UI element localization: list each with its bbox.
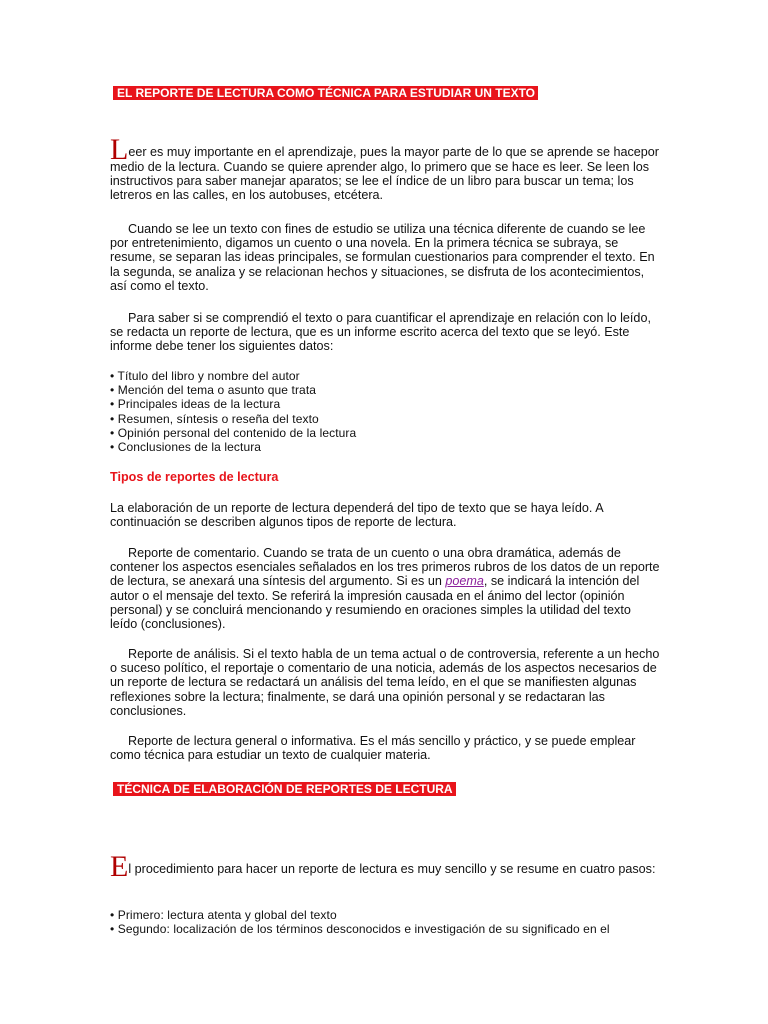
- section-heading-tecnica: TÉCNICA DE ELABORACIÓN DE REPORTES DE LECTURA: [113, 782, 456, 796]
- paragraph-estudio: [110, 222, 660, 293]
- list-item: • Segundo: localización de los términos desconocidos e investigación de su significado en el: [110, 922, 610, 937]
- list-item: • Primero: lectura atenta y global del texto: [110, 908, 337, 922]
- list-item: • Título del libro y nombre del autor: [110, 369, 300, 383]
- paragraph-elaboracion: [110, 501, 660, 529]
- paragraph-comprension-text: Para saber si se comprendió el texto o para cuantificar el aprendizaje en relación con lo leído, se redacta un reporte de lectura, que es un informe escrito acerca del texto que se leyó. Este informe debe tener los siguientes datos:: [110, 311, 651, 354]
- paragraph-analisis: [110, 647, 660, 718]
- paragraph-comentario: [110, 546, 660, 631]
- paragraph-general-text: Reporte de lectura general o informativa. Es el más sencillo y práctico, y se puede emplear como técnica para estudiar un texto de cualquier materia.: [110, 734, 636, 763]
- section-heading-reporte: EL REPORTE DE LECTURA COMO TÉCNICA PARA ESTUDIAR UN TEXTO: [113, 86, 538, 100]
- paragraph-comentario-text-a: Reporte de comentario. Cuando se trata de un cuento o una obra dramática, además de contener los aspectos esenciales señalados en los tres primeros rubros de los datos de un reporte de lectura, se anexará una síntesis del argumento. Si es un: [110, 546, 660, 589]
- paragraph-general: [110, 734, 660, 762]
- drop-cap-e: E: [110, 850, 129, 883]
- list-item: • Conclusiones de la lectura: [110, 440, 262, 455]
- list-item: • Mención del tema o asunto que trata: [110, 383, 317, 398]
- paragraph-elaboracion-text: La elaboración de un reporte de lectura dependerá del tipo de texto que se haya leído. A continuación se describen algunos tipos de reporte de lectura.: [110, 501, 603, 530]
- paragraph-estudio-text: Cuando se lee un texto con fines de estudio se utiliza una técnica diferente de cuando se lee por entretenimiento, digamos un cuento o una novela. En la primera técnica se subraya, se resume, se separan las ideas principales, se formulan cuestionarios para comprender el texto. En la segunda, se analiza y se relacionan hechos y situaciones, se disfruta de los acontecimientos, así como el texto.: [110, 222, 655, 293]
- pasos-list: [110, 908, 610, 936]
- list-item: • Resumen, síntesis o reseña del texto: [110, 411, 319, 426]
- subheading-tipos: Tipos de reportes de lectura: [110, 470, 279, 484]
- datos-list: [110, 369, 356, 454]
- paragraph-intro-text: eer es muy importante en el aprendizaje, pues la mayor parte de lo que se aprende se hacepor medio de la lectura. Cuando se quiere aprender algo, lo primero que se hace es leer. Se leen los instructivos para saber manejar aparatos; se lee el índice de un libro para buscar un tema; los letreros en las calles, en los autobuses, etcétera.: [110, 145, 659, 203]
- list-item: • Principales ideas de la lectura: [110, 397, 281, 412]
- paragraph-comentario-text-b: , se indicará la intención del autor o el mensaje del texto. Se referirá la impresión causada en el ánimo del lector (opinión personal) y se concluirá mencionando y resumiendo en oraciones simples la utilidad del texto leído (conclusiones).: [110, 574, 640, 632]
- poema-link[interactable]: poema: [445, 574, 484, 589]
- paragraph-comprension: [110, 311, 660, 354]
- paragraph-analisis-text: Reporte de análisis. Si el texto habla de un tema actual o de controversia, referente a un hecho o suceso político, el reportaje o comentario de una noticia, además de los aspectos necesarios de un reporte de lectura se redactará un análisis del tema leído, en el que se manifiesten algunas reflexiones sobre la lectura; finalmente, se dará una opinión personal y se redactaran las conclusiones.: [110, 647, 660, 718]
- drop-cap-l: L: [110, 133, 129, 166]
- paragraph-procedimiento-text: l procedimiento para hacer un reporte de lectura es muy sencillo y se resume en cuatro pasos:: [128, 862, 656, 876]
- paragraph-intro: [110, 133, 660, 203]
- list-item: • Opinión personal del contenido de la lectura: [110, 425, 357, 440]
- paragraph-procedimiento: [110, 850, 660, 883]
